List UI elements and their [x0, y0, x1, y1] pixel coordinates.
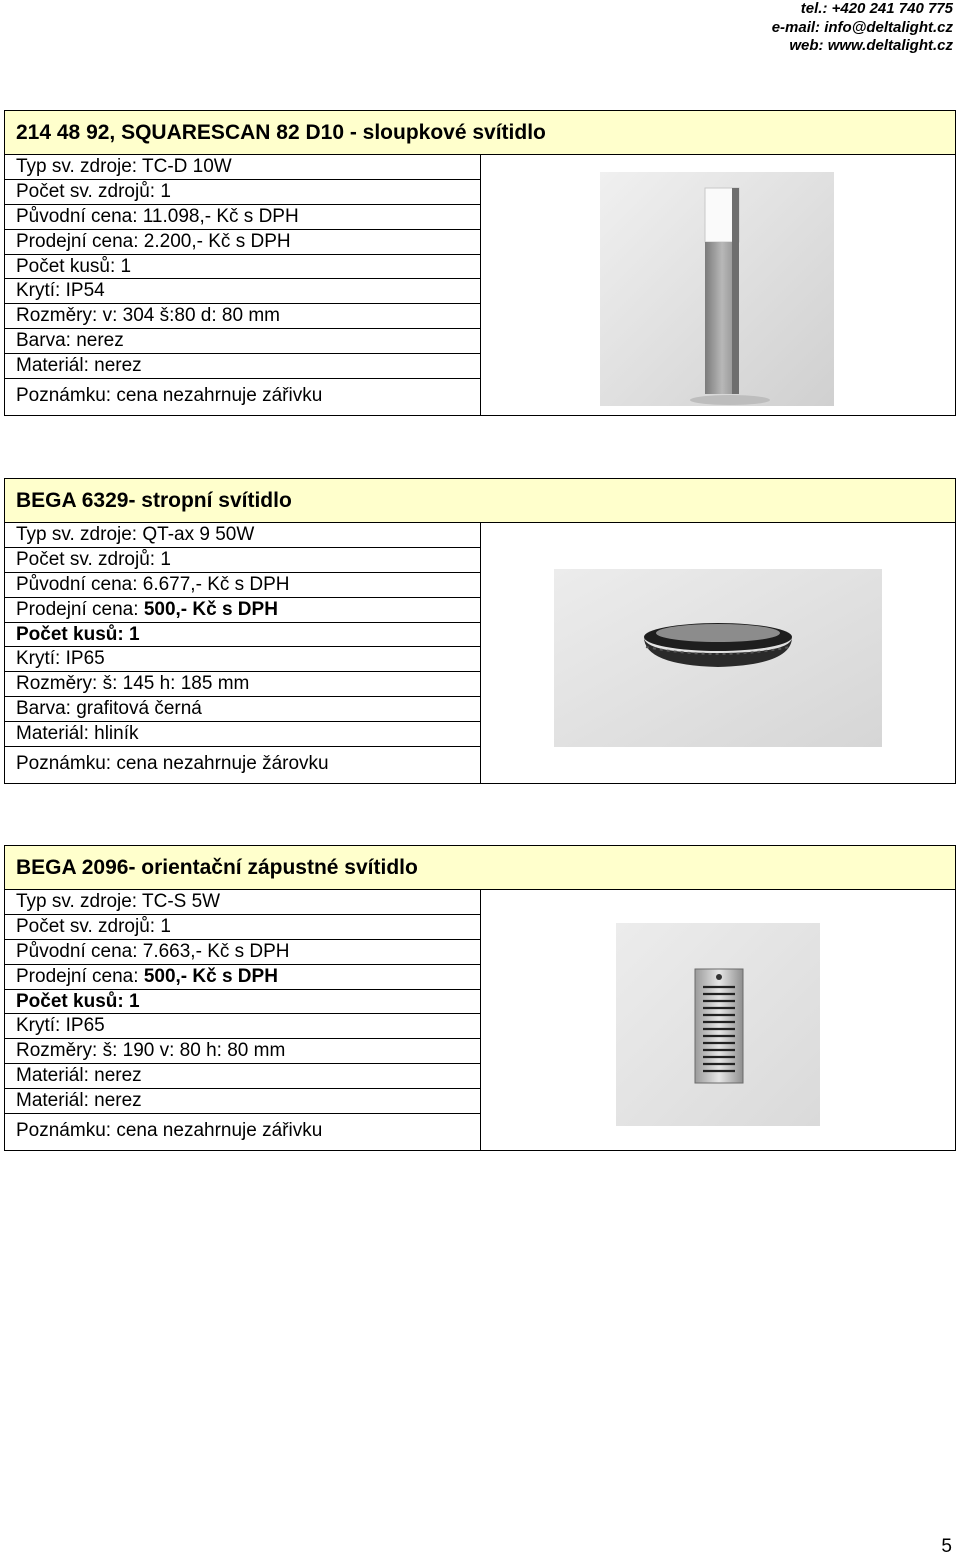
product-image-cell	[481, 523, 955, 783]
spec-source-type: Typ sv. zdroje: TC-S 5W	[5, 890, 480, 915]
spec-note: Poznámku: cena nezahrnuje zářivku	[16, 1120, 323, 1142]
spec-quantity: Počet kusů: 1	[5, 255, 480, 280]
recessed-louvre-light-image	[616, 923, 820, 1126]
contact-block	[772, 0, 953, 56]
spec-sale-price: Prodejní cena: 2.200,- Kč s DPH	[5, 230, 480, 255]
spec-source-count: Počet sv. zdrojů: 1	[5, 915, 480, 940]
spec-quantity: Počet kusů: 1	[5, 990, 480, 1015]
bollard-light-image	[600, 172, 834, 406]
spec-color: Barva: grafitová černá	[5, 697, 480, 722]
spec-original-price: Původní cena: 6.677,- Kč s DPH	[5, 573, 480, 598]
spec-quantity: Počet kusů: 1	[5, 623, 480, 648]
spec-sale-price	[5, 598, 480, 623]
spec-sale-price	[5, 965, 480, 990]
product-bega-6329	[4, 478, 956, 784]
product-specs	[5, 890, 481, 1150]
spec-sale-price-value: 500,- Kč s DPH	[143, 965, 278, 987]
product-squarescan	[4, 110, 956, 416]
product-specs	[5, 155, 481, 415]
spec-material: Materiál: hliník	[5, 722, 480, 747]
contact-phone: tel.: +420 241 740 775	[800, 0, 953, 17]
spec-ip-rating: Krytí: IP54	[5, 279, 480, 304]
spec-original-price: Původní cena: 7.663,- Kč s DPH	[5, 940, 480, 965]
product-title: 214 48 92, SQUARESCAN 82 D10 - sloupkové svítidlo	[5, 111, 955, 155]
spec-color: Barva: nerez	[5, 329, 480, 354]
spec-note: Poznámku: cena nezahrnuje zářivku	[16, 385, 323, 407]
spec-source-type: Typ sv. zdroje: QT-ax 9 50W	[5, 523, 480, 548]
spec-material-2: Materiál: nerez	[5, 1089, 480, 1114]
spec-sale-price-label: Prodejní cena:	[16, 965, 144, 987]
spec-ip-rating: Krytí: IP65	[5, 647, 480, 672]
ceiling-ring-light-image	[554, 569, 882, 747]
product-image-cell	[481, 890, 955, 1150]
spec-dimensions: Rozměry: š: 190 v: 80 h: 80 mm	[5, 1039, 480, 1064]
spec-ip-rating: Krytí: IP65	[5, 1014, 480, 1039]
spec-sale-price-value: 500,- Kč s DPH	[143, 598, 278, 620]
page-number: 5	[941, 1536, 952, 1557]
contact-web: web: www.deltalight.cz	[789, 37, 953, 54]
product-specs	[5, 523, 481, 783]
spec-original-price: Původní cena: 11.098,- Kč s DPH	[5, 205, 480, 230]
spec-dimensions: Rozměry: š: 145 h: 185 mm	[5, 672, 480, 697]
spec-dimensions: Rozměry: v: 304 š:80 d: 80 mm	[5, 304, 480, 329]
spec-material: Materiál: nerez	[5, 354, 480, 379]
spec-source-count: Počet sv. zdrojů: 1	[5, 548, 480, 573]
contact-email: e-mail: info@deltalight.cz	[771, 18, 953, 36]
product-bega-2096	[4, 845, 956, 1151]
spec-note: Poznámku: cena nezahrnuje žárovku	[16, 753, 329, 775]
spec-source-count: Počet sv. zdrojů: 1	[5, 180, 480, 205]
product-title: BEGA 6329- stropní svítidlo	[5, 479, 955, 523]
spec-sale-price-label: Prodejní cena:	[16, 598, 144, 620]
spec-source-type: Typ sv. zdroje: TC-D 10W	[5, 155, 480, 180]
spec-material: Materiál: nerez	[5, 1064, 480, 1089]
product-title: BEGA 2096- orientační zápustné svítidlo	[5, 846, 955, 890]
product-image-cell	[481, 155, 955, 415]
